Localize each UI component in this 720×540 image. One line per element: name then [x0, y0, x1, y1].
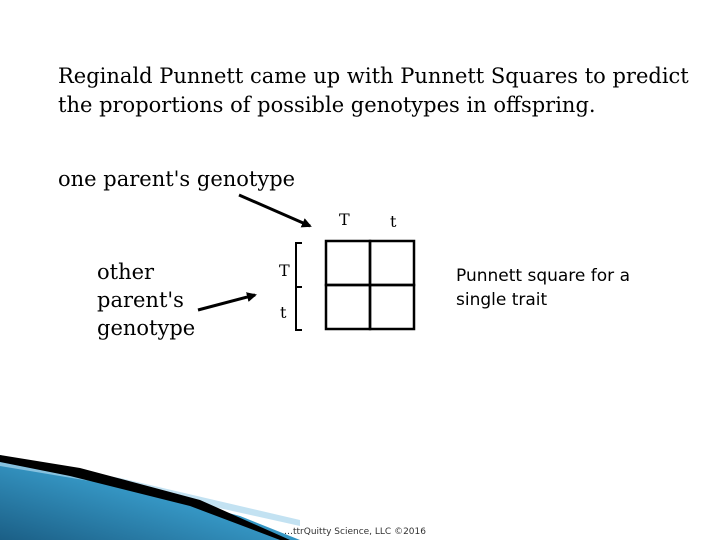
other-parent-line-2: parent's: [97, 288, 184, 312]
grid-cell-tt: [370, 285, 414, 329]
row-allele-1: T: [279, 261, 290, 280]
intro-text: [58, 62, 698, 120]
grid-cell-tT-bottom: [326, 285, 370, 329]
copyright-footer: …ttrQuitty Science, LLC ©2016: [284, 527, 426, 537]
caption-line-2: single trait: [456, 290, 548, 310]
other-parent-line-1: other: [97, 260, 155, 284]
punnett-grid: [326, 241, 414, 329]
column-allele-1: T: [339, 210, 350, 229]
intro-line-2: the proportions of possible genotypes in offspring.: [58, 93, 596, 117]
grid-cell-Tt-top: [370, 241, 414, 285]
intro-line-1: Reginald Punnett came up with Punnett Squares to predict: [58, 64, 689, 88]
caption-line-1: Punnett square for a: [456, 266, 630, 286]
other-parent-arrow: [198, 295, 255, 310]
row-allele-2: t: [280, 303, 287, 322]
one-parent-label: one parent's genotype: [58, 167, 296, 191]
punnett-caption: [456, 264, 630, 312]
one-parent-arrow: [239, 195, 310, 226]
other-parent-label: [97, 258, 195, 342]
grid-cell-TT: [326, 241, 370, 285]
other-parent-line-3: genotype: [97, 316, 196, 340]
column-allele-2: t: [390, 212, 397, 231]
